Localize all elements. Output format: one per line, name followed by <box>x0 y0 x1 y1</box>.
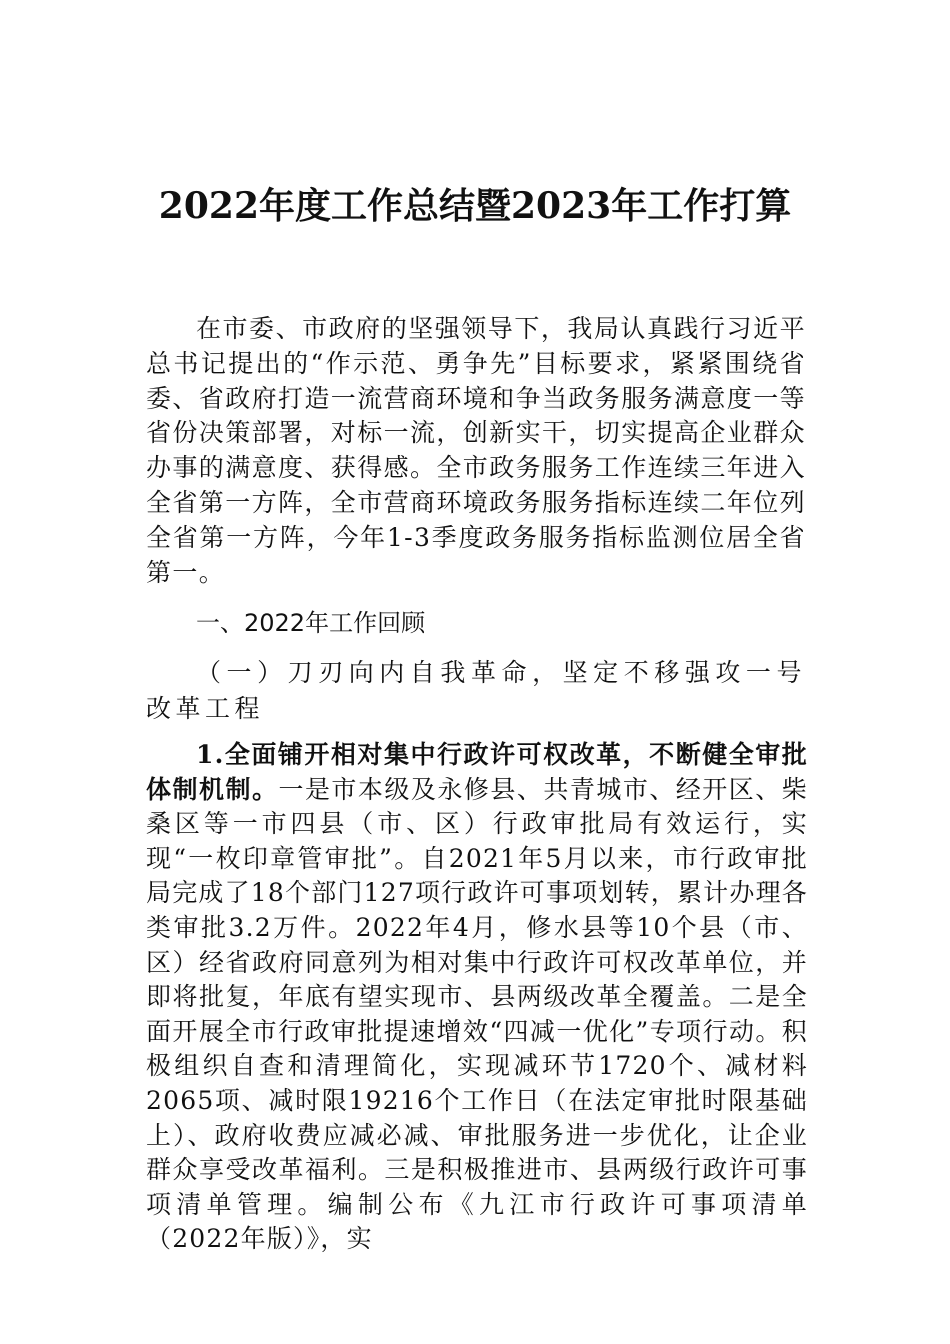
item-lead: 1.全面铺开相对集中行政许可权改革，不断健全审批体制机制。 <box>146 740 808 804</box>
section-heading: 一、2022年工作回顾 <box>196 609 426 637</box>
intro-paragraph: 在市委、市政府的坚强领导下，我局认真践行习近平总书记提出的“作示范、勇争先”目标要求，紧紧围绕省委、省政府打造一流营商环境和争当政务服务满意度一等省份决策部署，对标一流，创新实干，切实提高企业群众办事的满意度、获得感。全市政务服务工作连续三年进入全省第一方阵，全市营商环境政务服务指标连续二年位列全省第一方阵，今年1-3季度政务服务指标监测位居全省第一。 <box>146 314 807 587</box>
item-body: 一是市本级及永修县、共青城市、经开区、柴桑区等一市四县（市、区）行政审批局有效运行，实现“一枚印章管审批”。自2021年5月以来，市行政审批局完成了18个部门127项行政许可事项划转，累计办理各类审批3.2万件。2022年4月，修水县等10个县（市、区）经省政府同意列为相对集中行政许可权改革单位，并即将批复，年底有望实现市、县两级改革全覆盖。二是全面开展全市行政审批提速增效“四减一优化”专项行动。积极组织自查和清理简化，实现减环节1720个、减材料2065项、减时限19216个工作日（在法定审批时限基础上）、政府收费应减必减、审批服务进一步优化，让企业群众享受改革福利。三是积极推进市、县两级行政许可事项清单管理。编制公布《九江市行政许可事项清单（2022年版）》，实 <box>146 774 808 1254</box>
subsection-heading: （一）刀刃向内自我革命，坚定不移强攻一号改革工程 <box>146 658 806 723</box>
document-title: 2022年度工作总结暨2023年工作打算 <box>158 185 792 227</box>
item-paragraph <box>146 738 808 1257</box>
intro-section <box>146 312 806 590</box>
